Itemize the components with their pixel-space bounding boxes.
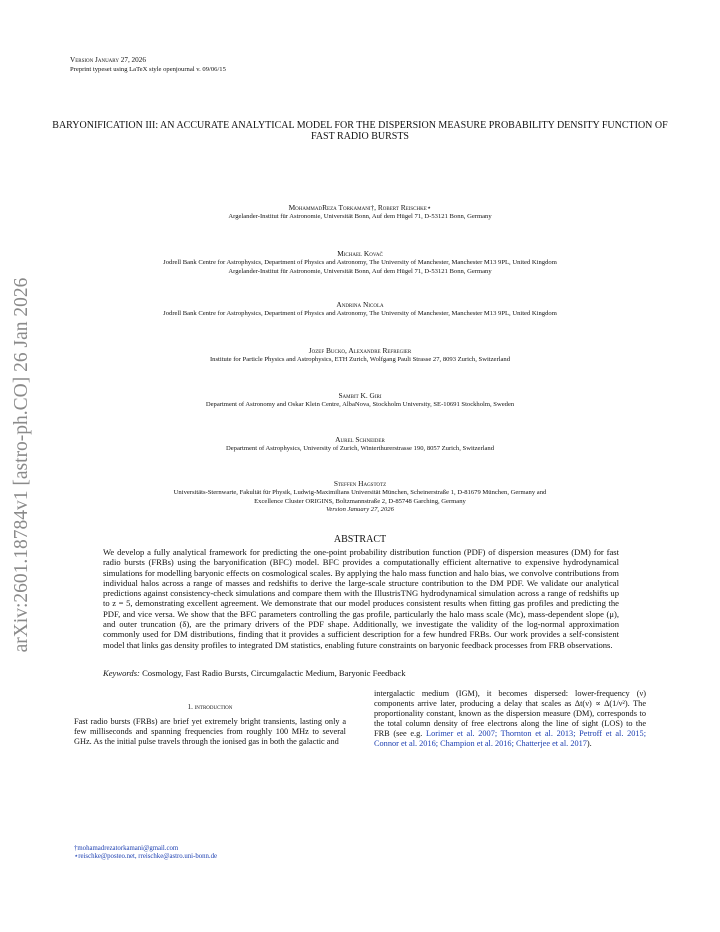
author-group-6 bbox=[40, 435, 680, 454]
author-names: Jozef Bucko, Alexandre Refregier bbox=[308, 346, 412, 355]
author-group-1 bbox=[40, 203, 680, 222]
abstract-text: We develop a fully analytical framework for predicting the one-point probability distribution function (PDF) of dispersion measures (DM) for fast radio bursts (FRBs) using the baryonification (BFC) model. BFC provides a computationally efficient alternative to expensive hydrodynamical simulations for modelling baryonic effects on cosmological scales. By applying the halo mass function and halo bias, we convolve contributions from individual halos across a range of masses and redshifts to derive the large-scale structure contribution to the DM PDF. We validate our analytical predictions against consistency-check simulations and compare them with the IllustrisTNG hydrodynamical simulation across a range of redshifts up to z = 5, demonstrating excellent agreement. We demonstrate that our model produces consistent results when fitting gas profiles and predicting the PDF, and vice versa. We show that the BFC parameters controlling the gas profile, particularly the halo mass scale (Mc), mass-dependent slope (μ), and outer truncation (δ), are the primary drivers of the PDF shape. Additionally, we investigate the validity of the log-normal approximation commonly used for DM distributions, finding that it provides a sufficient description for a few hundred FRBs. Our work provides a self-consistent model that links gas density profiles to integrated DM statistics, enabling future constraints on baryonic feedback processes from FRB observations. bbox=[103, 547, 619, 650]
affiliation: Argelander-Institut für Astronomie, Universität Bonn, Auf dem Hügel 71, D-53121 Bonn, Germany bbox=[228, 213, 492, 220]
author-names: Aurel Schneider bbox=[335, 435, 385, 444]
author-group-5 bbox=[40, 391, 680, 410]
footnotes bbox=[74, 845, 217, 861]
intro-right-end: ). bbox=[586, 739, 592, 749]
author-names: Andrina Nicola bbox=[336, 300, 384, 309]
arxiv-stamp: arXiv:2601.18784v1 [astro-ph.CO] 26 Jan 2026 bbox=[11, 277, 32, 653]
affiliation: Jodrell Bank Centre for Astrophysics, Department of Physics and Astronomy, The University of Manchester, Manchester M13 9PL, United Kingdom bbox=[163, 310, 557, 317]
author-names: MohammadReza Torkamani†, Robert Reischke⋆ bbox=[288, 203, 432, 212]
intro-right-text: intergalactic medium (IGM), it becomes dispersed: lower-frequency (ν) components arrive later, producing a delay that scales as Δt(ν) ∝ Δ(1/ν²). The proportionality constant, known as the dispersion measure (DM), corresponds to the total column density of free electrons along the line of sight (LOS) to the FRB (see e.g. bbox=[374, 689, 646, 739]
preprint-line: Preprint typeset using LaTeX style openjournal v. 09/06/15 bbox=[70, 66, 226, 73]
footnote-email-1[interactable]: †mohamadrezatorkamani@gmail.com bbox=[74, 845, 179, 852]
date-line: Version January 27, 2026 bbox=[326, 506, 394, 514]
intro-left-column: Fast radio bursts (FRBs) are brief yet extremely bright transients, lasting only a few milliseconds and spanning frequencies from roughly 100 MHz to several GHz. As the initial pulse travels through the ionised gas in both the galactic and bbox=[74, 717, 346, 747]
author-names: Steffen Hagstotz bbox=[333, 479, 387, 488]
affiliation: Department of Astronomy and Oskar Klein Centre, AlbaNova, Stockholm University, SE-10691 Stockholm, Sweden bbox=[205, 401, 515, 408]
affiliation: Universitäts-Sternwarte, Fakultät für Physik, Ludwig-Maximilians Universität München, Scheinerstraße 1, D-81679 München, Germany and bbox=[173, 489, 547, 496]
author-names: Sambit K. Giri bbox=[338, 391, 382, 400]
affiliation: Argelander-Institut für Astronomie, Universität Bonn, Auf dem Hügel 71, D-53121 Bonn, Germany bbox=[228, 267, 492, 275]
author-group-4 bbox=[40, 346, 680, 365]
abstract-heading: ABSTRACT bbox=[333, 534, 387, 545]
footnote-email-2[interactable]: ⋆reischke@posteo.net, rreischke@astro.uni-bonn.de bbox=[74, 853, 218, 861]
keywords-text: Cosmology, Fast Radio Bursts, Circumgalactic Medium, Baryonic Feedback bbox=[142, 668, 406, 678]
author-names: Michael Kovač bbox=[337, 249, 383, 258]
citation-links[interactable]: Lorimer et al. 2007; Thornton et al. 2013; Petroff et al. 2015; Connor et al. 2016; Champion et al. 2016; Chatterjee et al. 2017 bbox=[374, 729, 647, 749]
affiliation: Excellence Cluster ORIGINS, Boltzmannstraße 2, D-85748 Garching, Germany bbox=[254, 497, 466, 505]
version-line: Version January 27, 2026 bbox=[70, 56, 146, 64]
author-group-7 bbox=[40, 479, 680, 515]
affiliation: Department of Astrophysics, University of Zurich, Winterthurerstrasse 190, 8057 Zurich, Switzerland bbox=[225, 445, 495, 452]
keywords bbox=[103, 668, 619, 678]
affiliation: Jodrell Bank Centre for Astrophysics, Department of Physics and Astronomy, The University of Manchester, Manchester M13 9PL, United Kingdom bbox=[163, 259, 557, 266]
keywords-label: Keywords: bbox=[103, 668, 140, 678]
affiliation: Institute for Particle Physics and Astrophysics, ETH Zurich, Wolfgang Pauli Strasse 27, 8093 Zurich, Switzerland bbox=[209, 356, 511, 363]
author-group-2 bbox=[40, 249, 680, 276]
author-group-3 bbox=[40, 300, 680, 319]
paper-title: BARYONIFICATION III: AN ACCURATE ANALYTICAL MODEL FOR THE DISPERSION MEASURE PROBABILITY DENSITY FUNCTION OF FAST RADIO BURSTS bbox=[52, 120, 668, 142]
intro-right-column bbox=[374, 689, 646, 750]
section-heading: 1. introduction bbox=[187, 703, 233, 711]
